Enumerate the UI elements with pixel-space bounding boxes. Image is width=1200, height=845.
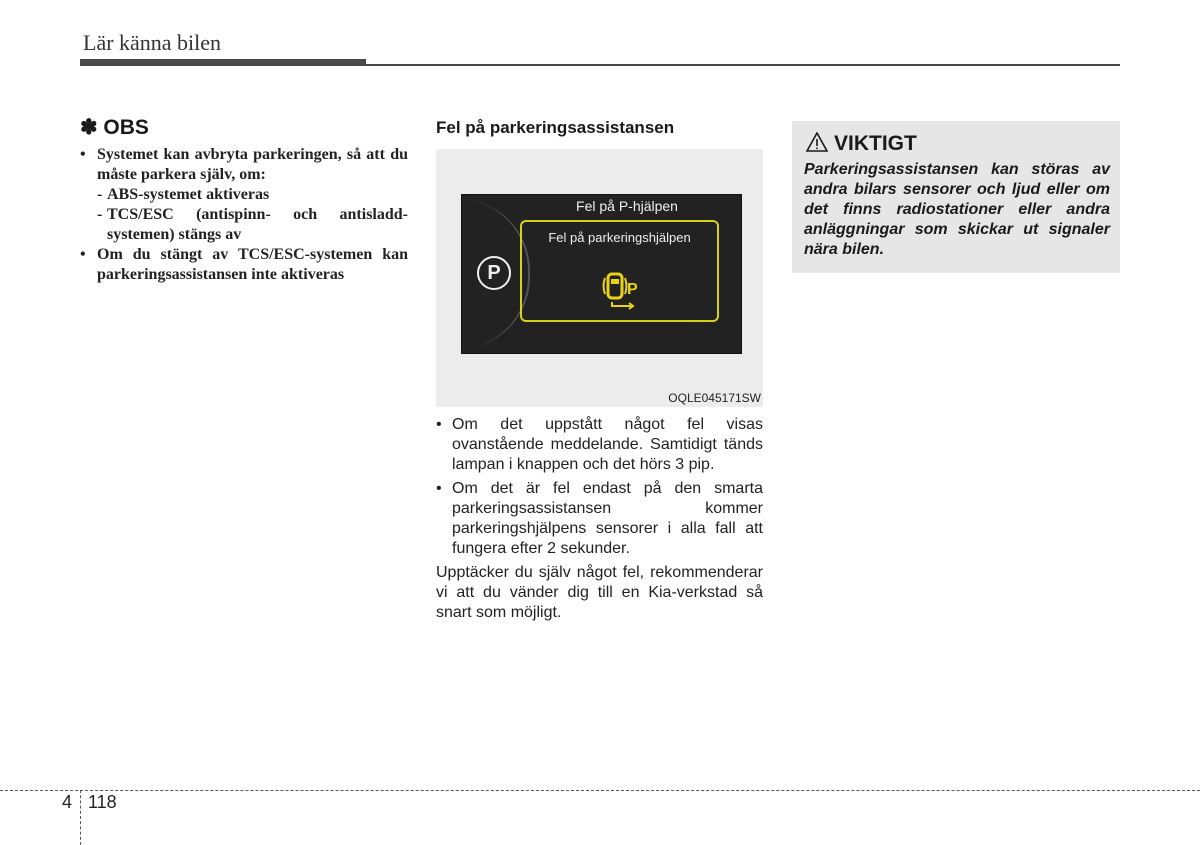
warning-triangle-icon <box>806 132 828 152</box>
obs-subitem: - TCS/ESC (antispinn- och antisladd-systemen) stängs av <box>97 205 408 245</box>
chapter-number: 4 <box>62 792 73 812</box>
footer-rule <box>0 790 1200 791</box>
paragraph: Upptäcker du själv något fel, rekommenderar vi att du vänder dig till en Kia-verkstad så snart som möjligt. <box>436 564 763 621</box>
obs-item: • Om du stängt av TCS/ESC-systemen kan parkeringsassistansen inte aktiveras <box>80 245 408 285</box>
figure-code: OQLE045171SW <box>668 391 761 405</box>
warning-message: Fel på parkeringshjälpen <box>548 230 691 245</box>
section-body <box>436 415 763 623</box>
header-bar <box>80 59 366 66</box>
list-item: • Om det är fel endast på den smarta parkeringsassistansen kommer parkeringshjälpens sensorer i alla fall att fungera efter 2 sekunder. <box>436 479 763 559</box>
svg-text:P: P <box>627 281 638 298</box>
obs-item <box>80 145 408 245</box>
parking-sensor-warning-icon <box>602 270 644 310</box>
page-number: 118 <box>88 792 117 812</box>
figure <box>436 149 763 407</box>
park-gear-icon: P <box>477 256 511 290</box>
viktigt-heading <box>806 132 917 156</box>
viktigt-text: Parkeringsassistansen kan störas av andra bilars sensorer och ljud eller om det finns radiostationer eller andra anläggningar som skickar ut signaler nära bilen. <box>804 161 1110 258</box>
display-title: Fel på P-hjälpen <box>576 198 678 214</box>
header-title: Lär känna bilen <box>83 30 222 55</box>
section-heading: Fel på parkeringsassistansen <box>436 118 675 137</box>
footer-divider <box>80 790 81 845</box>
list-item: • Om det uppstått något fel visas ovanstående meddelande. Samtidigt tänds lampan i knappen och det hörs 3 pip. <box>436 415 763 475</box>
viktigt-box <box>792 121 1120 273</box>
header-rule <box>366 64 1120 66</box>
obs-list <box>80 145 408 285</box>
warning-frame <box>520 220 719 322</box>
obs-title: ✽ OBS <box>80 116 149 139</box>
cluster-display <box>461 194 742 354</box>
obs-subitem: - ABS-systemet aktiveras <box>97 185 408 205</box>
obs-item-text: Systemet kan avbryta parkeringen, så att du måste parkera själv, om: <box>97 146 408 183</box>
viktigt-title: VIKTIGT <box>834 132 917 155</box>
